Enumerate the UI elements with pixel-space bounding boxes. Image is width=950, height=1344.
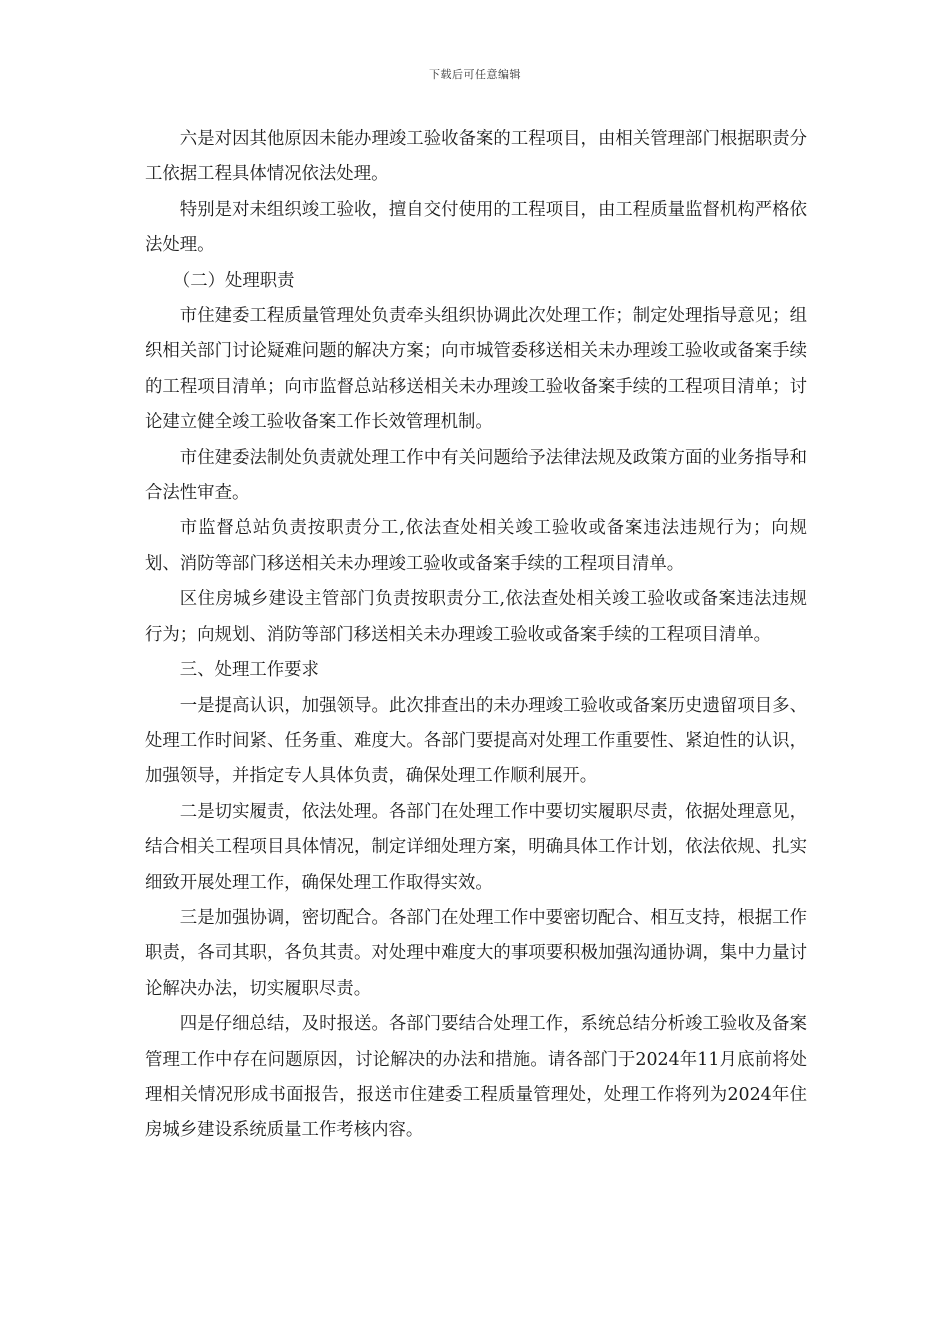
page-header: 下载后可任意编辑 xyxy=(429,68,521,81)
document-body xyxy=(145,122,807,1149)
paragraph-supervision-station: 市监督总站负责按职责分工,依法查处相关竣工验收或备案违法违规行为；向规划、消防等部门移送相关未办理竣工验收或备案手续的工程项目清单。 xyxy=(145,518,807,574)
paragraph-requirement-three: 三是加强协调，密切配合。各部门在处理工作中要密切配合、相互支持，根据工作职责，各司其职，各负其责。对处理中难度大的事项要积极加强沟通协调，集中力量讨论解决办法，切实履职尽责。 xyxy=(145,907,807,999)
paragraph-legal-office: 市住建委法制处负责就处理工作中有关问题给予法律法规及政策方面的业务指导和合法性审查。 xyxy=(145,447,807,504)
paragraph-quality-office: 市住建委工程质量管理处负责牵头组织协调此次处理工作；制定处理指导意见；组织相关部门讨论疑难问题的解决方案；向市城管委移送相关未办理竣工验收或备案手续的工程项目清单；向市监督总站移送相关未办理竣工验收备案手续的工程项目清单；讨论建立健全竣工验收备案工作长效管理机制。 xyxy=(145,306,807,433)
paragraph-requirement-one: 一是提高认识，加强领导。此次排查出的未办理竣工验收或备案历史遗留项目多、处理工作时间紧、任务重、难度大。各部门要提高对处理工作重要性、紧迫性的认识，加强领导，并指定专人具体负责，确保处理工作顺利展开。 xyxy=(145,695,807,787)
paragraph-item-six: 六是对因其他原因未能办理竣工验收备案的工程项目，由相关管理部门根据职责分工依据工程具体情况依法处理。 xyxy=(145,129,807,185)
paragraph-special-note: 特别是对未组织竣工验收，擅自交付使用的工程项目，由工程质量监督机构严格依法处理。 xyxy=(145,199,807,256)
section-heading-responsibilities: （二）处理职责 xyxy=(172,270,295,291)
paragraph-district-authority: 区住房城乡建设主管部门负责按职责分工,依法查处相关竣工验收或备案违法违规行为；向规划、消防等部门移送相关未办理竣工验收或备案手续的工程项目清单。 xyxy=(145,589,807,645)
section-heading-requirements: 三、处理工作要求 xyxy=(179,660,319,681)
paragraph-requirement-two: 二是切实履责，依法处理。各部门在处理工作中要切实履职尽责，依据处理意见，结合相关工程项目具体情况，制定详细处理方案，明确具体工作计划，依法依规、扎实细致开展处理工作，确保处理工作取得实效。 xyxy=(145,801,807,893)
paragraph-requirement-four: 四是仔细总结，及时报送。各部门要结合处理工作，系统总结分析竣工验收及备案管理工作中存在问题原因，讨论解决的办法和措施。请各部门于2024年11月底前将处理相关情况形成书面报告，报送市住建委工程质量管理处，处理工作将列为2024年住房城乡建设系统质量工作考核内容。 xyxy=(145,1014,807,1141)
